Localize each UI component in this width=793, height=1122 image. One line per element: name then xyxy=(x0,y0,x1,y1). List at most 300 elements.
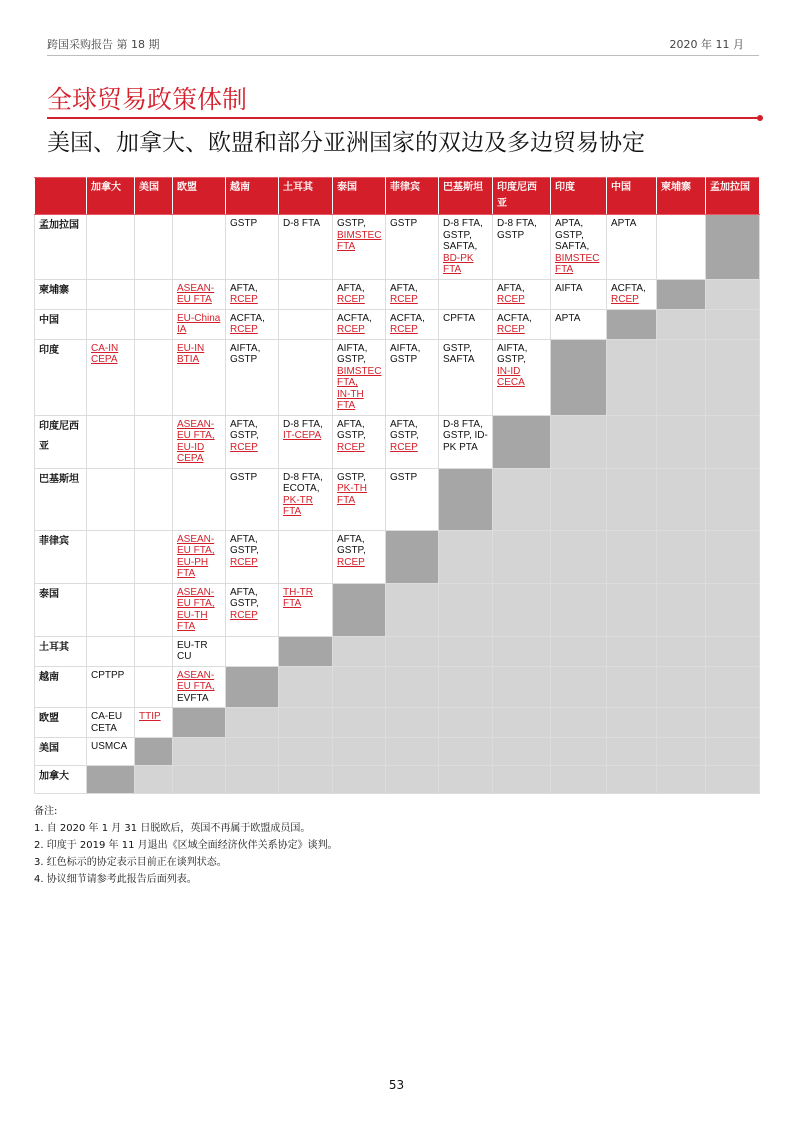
empty-cell xyxy=(279,309,333,339)
agreement-cell xyxy=(279,468,333,530)
column-header: 中国 xyxy=(607,178,657,215)
agreement-cell xyxy=(333,339,386,415)
agreement-cell xyxy=(226,309,279,339)
lower-triangle-cell xyxy=(706,415,760,468)
agreement-label: AFTA, xyxy=(337,418,365,430)
column-header: 孟加拉国 xyxy=(706,178,760,215)
lower-triangle-cell xyxy=(551,636,607,666)
lower-triangle-cell xyxy=(333,666,386,708)
column-header: 土耳其 xyxy=(279,178,333,215)
agreement-cell xyxy=(87,666,135,708)
lower-triangle-cell xyxy=(657,666,706,708)
empty-cell xyxy=(226,636,279,666)
empty-cell xyxy=(279,279,333,309)
lower-triangle-cell xyxy=(607,583,657,636)
lower-triangle-cell xyxy=(657,583,706,636)
agreement-label: CPTPP xyxy=(91,669,125,681)
agreement-under-negotiation: EU-IN BTIA xyxy=(177,342,205,365)
lower-triangle-cell xyxy=(706,738,760,766)
lower-triangle-cell xyxy=(551,530,607,583)
agreement-under-negotiation: BD-PK FTA xyxy=(443,252,474,275)
agreement-under-negotiation: ASEAN-EU FTA xyxy=(177,282,215,305)
agreement-under-negotiation: RCEP xyxy=(337,324,365,335)
agreement-cell xyxy=(173,530,226,583)
table-row xyxy=(35,339,760,415)
empty-cell xyxy=(87,468,135,530)
agreement-cell xyxy=(226,339,279,415)
lower-triangle-cell xyxy=(493,468,551,530)
agreement-label: SAFTA xyxy=(443,354,475,365)
agreement-cell xyxy=(551,279,607,309)
lower-triangle-cell xyxy=(493,583,551,636)
lower-triangle-cell xyxy=(657,766,706,794)
empty-cell xyxy=(135,530,173,583)
agreement-label: GSTP xyxy=(230,354,258,365)
diagonal-cell xyxy=(279,636,333,666)
column-header: 印度 xyxy=(551,178,607,215)
empty-cell xyxy=(135,666,173,708)
empty-cell xyxy=(87,279,135,309)
agreement-label: GSTP, xyxy=(497,354,526,365)
notes xyxy=(34,803,338,888)
empty-cell xyxy=(135,415,173,468)
agreement-label: AFTA, xyxy=(230,586,258,598)
lower-triangle-cell xyxy=(439,530,493,583)
agreement-label: SAFTA, xyxy=(443,241,478,252)
lower-triangle-cell xyxy=(226,708,279,738)
lower-triangle-cell xyxy=(657,468,706,530)
section-title: 全球贸易政策体制 xyxy=(47,85,248,114)
empty-cell xyxy=(279,530,333,583)
lower-triangle-cell xyxy=(607,666,657,708)
agreement-label: AFTA, xyxy=(390,418,418,430)
agreement-label: ACFTA, xyxy=(611,282,646,294)
agreement-label: APTA xyxy=(555,312,581,324)
column-header: 泰国 xyxy=(333,178,386,215)
agreement-cell xyxy=(173,583,226,636)
agreement-label: ACFTA, xyxy=(390,312,425,324)
empty-cell xyxy=(135,468,173,530)
agreement-cell xyxy=(279,583,333,636)
lower-triangle-cell xyxy=(493,766,551,794)
note-item: 3. 红色标示的协定表示目前正在谈判状态。 xyxy=(34,857,227,868)
note-item: 2. 印度于 2019 年 11 月退出《区域全面经济伙伴关系协定》谈判。 xyxy=(34,840,338,851)
column-header: 越南 xyxy=(226,178,279,215)
lower-triangle-cell xyxy=(173,766,226,794)
agreement-label: GSTP, ID-PK PTA xyxy=(443,430,488,453)
agreement-under-negotiation: RCEP xyxy=(497,324,525,335)
lower-triangle-cell xyxy=(706,583,760,636)
agreement-under-negotiation: RCEP xyxy=(390,324,418,335)
agreement-label: AIFTA, xyxy=(230,342,261,354)
row-header: 欧盟 xyxy=(35,708,87,738)
lower-triangle-cell xyxy=(657,339,706,415)
agreement-label: GSTP, xyxy=(443,229,472,241)
agreement-cell xyxy=(333,215,386,280)
agreement-label: D-8 FTA, xyxy=(283,418,323,430)
agreement-cell xyxy=(493,215,551,280)
page-title: 美国、加拿大、欧盟和部分亚洲国家的双边及多边贸易协定 xyxy=(47,130,645,156)
agreement-under-negotiation: PK-TH FTA xyxy=(337,483,367,506)
lower-triangle-cell xyxy=(706,636,760,666)
table-row xyxy=(35,215,760,280)
agreement-cell xyxy=(279,215,333,280)
agreement-label: GSTP, xyxy=(230,545,259,556)
empty-cell xyxy=(135,339,173,415)
agreement-cell xyxy=(386,279,439,309)
lower-triangle-cell xyxy=(386,636,439,666)
empty-cell xyxy=(135,309,173,339)
empty-cell xyxy=(135,583,173,636)
agreement-under-negotiation: PK-TR FTA xyxy=(283,494,313,517)
table-row xyxy=(35,738,760,766)
lower-triangle-cell xyxy=(706,468,760,530)
agreement-cell xyxy=(551,215,607,280)
lower-triangle-cell xyxy=(135,766,173,794)
report-header-date: 2020 年 11 月 xyxy=(669,38,744,51)
agreement-cell xyxy=(439,339,493,415)
agreement-label: GSTP, xyxy=(230,430,259,441)
agreement-under-negotiation: RCEP xyxy=(337,556,365,568)
agreement-under-negotiation: RCEP xyxy=(230,441,258,453)
agreement-cell xyxy=(607,215,657,280)
section-title-rule xyxy=(47,117,759,119)
agreement-under-negotiation: ASEAN-EU FTA, xyxy=(177,669,215,692)
agreement-label: GSTP xyxy=(230,471,258,483)
agreement-label: D-8 FTA, xyxy=(443,418,483,430)
lower-triangle-cell xyxy=(607,530,657,583)
empty-cell xyxy=(135,215,173,280)
agreement-label: AIFTA, xyxy=(390,342,421,354)
lower-triangle-cell xyxy=(386,738,439,766)
lower-triangle-cell xyxy=(657,636,706,666)
agreement-label: APTA, xyxy=(555,218,584,229)
agreement-under-negotiation: TTIP xyxy=(139,711,161,722)
lower-triangle-cell xyxy=(607,708,657,738)
page-number: 53 xyxy=(388,1078,405,1092)
agreement-cell xyxy=(493,279,551,309)
lower-triangle-cell xyxy=(551,708,607,738)
agreement-label: GSTP, xyxy=(555,229,584,241)
matrix-body xyxy=(35,215,760,794)
lower-triangle-cell xyxy=(607,415,657,468)
lower-triangle-cell xyxy=(493,738,551,766)
table-row xyxy=(35,636,760,666)
lower-triangle-cell xyxy=(706,339,760,415)
agreement-label: AFTA, xyxy=(497,282,525,294)
lower-triangle-cell xyxy=(493,530,551,583)
agreement-under-negotiation: BIMSTEC FTA xyxy=(337,229,382,252)
agreement-label: AFTA, xyxy=(230,533,258,545)
agreement-label: GSTP, xyxy=(337,471,366,483)
lower-triangle-cell xyxy=(607,766,657,794)
lower-triangle-cell xyxy=(333,766,386,794)
row-header: 菲律宾 xyxy=(35,530,87,583)
agreement-cell xyxy=(226,583,279,636)
diagonal-cell xyxy=(87,766,135,794)
empty-cell xyxy=(439,279,493,309)
agreement-cell xyxy=(87,339,135,415)
column-header: 柬埔寨 xyxy=(657,178,706,215)
agreement-cell xyxy=(333,415,386,468)
agreement-cell xyxy=(87,708,135,738)
agreement-under-negotiation: RCEP xyxy=(497,294,525,305)
table-row xyxy=(35,468,760,530)
agreement-cell xyxy=(386,215,439,280)
lower-triangle-cell xyxy=(607,636,657,666)
column-header-row xyxy=(35,178,760,215)
agreement-label: GSTP xyxy=(390,218,418,229)
agreement-under-negotiation: EU-TH FTA xyxy=(177,609,208,632)
lower-triangle-cell xyxy=(607,339,657,415)
agreement-under-negotiation: ASEAN-EU FTA, xyxy=(177,533,215,556)
agreement-label: AIFTA xyxy=(555,282,583,294)
agreement-label: AFTA, xyxy=(390,282,418,294)
row-header: 美国 xyxy=(35,738,87,766)
agreement-label: ECOTA, xyxy=(283,483,320,494)
agreement-under-negotiation: ASEAN-EU FTA, xyxy=(177,586,215,609)
diagonal-cell xyxy=(657,279,706,309)
agreement-label: AFTA, xyxy=(337,282,365,294)
agreement-label: AFTA, xyxy=(230,418,258,430)
lower-triangle-cell xyxy=(386,708,439,738)
lower-triangle-cell xyxy=(279,708,333,738)
note-item: 4. 协议细节请参考此报告后面列表。 xyxy=(34,874,197,885)
row-header: 巴基斯坦 xyxy=(35,468,87,530)
agreement-label: GSTP xyxy=(390,354,418,365)
empty-cell xyxy=(87,583,135,636)
agreement-under-negotiation: IN-ID CECA xyxy=(497,365,525,388)
lower-triangle-cell xyxy=(551,666,607,708)
empty-cell xyxy=(173,215,226,280)
header-corner xyxy=(35,178,87,215)
agreement-under-negotiation: BIMSTEC FTA, xyxy=(337,365,382,388)
diagonal-cell xyxy=(607,309,657,339)
lower-triangle-cell xyxy=(706,708,760,738)
table-row xyxy=(35,530,760,583)
agreement-cell xyxy=(386,415,439,468)
agreement-cell xyxy=(173,309,226,339)
empty-cell xyxy=(87,415,135,468)
column-header: 巴基斯坦 xyxy=(439,178,493,215)
agreement-cell xyxy=(226,215,279,280)
table-row xyxy=(35,708,760,738)
diagonal-cell xyxy=(135,738,173,766)
diagonal-cell xyxy=(493,415,551,468)
agreement-cell xyxy=(135,708,173,738)
lower-triangle-cell xyxy=(607,468,657,530)
lower-triangle-cell xyxy=(706,279,760,309)
row-header: 印度 xyxy=(35,339,87,415)
lower-triangle-cell xyxy=(333,738,386,766)
lower-triangle-cell xyxy=(551,738,607,766)
lower-triangle-cell xyxy=(706,766,760,794)
agreement-under-negotiation: IN-TH FTA xyxy=(337,388,364,411)
agreement-cell xyxy=(493,309,551,339)
notes-title: 备注: xyxy=(34,806,58,817)
row-header: 土耳其 xyxy=(35,636,87,666)
agreement-cell xyxy=(333,309,386,339)
agreement-cell xyxy=(386,468,439,530)
diagonal-cell xyxy=(551,339,607,415)
empty-cell xyxy=(87,215,135,280)
lower-triangle-cell xyxy=(657,530,706,583)
lower-triangle-cell xyxy=(439,666,493,708)
agreement-under-negotiation: RCEP xyxy=(390,294,418,305)
column-header: 欧盟 xyxy=(173,178,226,215)
agreement-label: GSTP, xyxy=(337,218,366,229)
agreement-cell xyxy=(87,738,135,766)
column-header: 菲律宾 xyxy=(386,178,439,215)
agreement-label: SAFTA, xyxy=(555,241,590,252)
lower-triangle-cell xyxy=(493,666,551,708)
table-row xyxy=(35,666,760,708)
agreement-under-negotiation: EU-China IA xyxy=(177,312,221,335)
agreement-under-negotiation: RCEP xyxy=(230,556,258,568)
lower-triangle-cell xyxy=(657,738,706,766)
row-header: 泰国 xyxy=(35,583,87,636)
agreement-label: USMCA xyxy=(91,741,128,752)
agreement-cell xyxy=(607,279,657,309)
trade-agreement-matrix xyxy=(34,177,760,794)
lower-triangle-cell xyxy=(386,666,439,708)
row-header: 加拿大 xyxy=(35,766,87,794)
agreement-under-negotiation: EU-ID CEPA xyxy=(177,441,205,464)
note-item: 1. 自 2020 年 1 月 31 日脱欧后，英国不再属于欧盟成员国。 xyxy=(34,823,311,834)
agreement-label: GSTP, xyxy=(337,545,366,556)
agreement-label: AFTA, xyxy=(337,533,365,545)
agreement-cell xyxy=(551,309,607,339)
lower-triangle-cell xyxy=(657,309,706,339)
agreement-label: GSTP, xyxy=(443,342,472,354)
lower-triangle-cell xyxy=(386,766,439,794)
empty-cell xyxy=(87,309,135,339)
agreement-cell xyxy=(439,309,493,339)
empty-cell xyxy=(279,339,333,415)
diagonal-cell xyxy=(173,708,226,738)
agreement-under-negotiation: RCEP xyxy=(230,609,258,621)
agreement-label: GSTP, xyxy=(390,430,419,441)
agreement-cell xyxy=(439,215,493,280)
empty-cell xyxy=(87,636,135,666)
lower-triangle-cell xyxy=(333,708,386,738)
lower-triangle-cell xyxy=(173,738,226,766)
agreement-cell xyxy=(173,279,226,309)
agreement-label: GSTP, xyxy=(230,598,259,609)
empty-cell xyxy=(135,636,173,666)
agreement-under-negotiation: RCEP xyxy=(390,441,418,453)
agreement-label: AFTA, xyxy=(230,282,258,294)
report-header-title: 跨国采购报告 第 18 期 xyxy=(47,38,160,51)
agreement-cell xyxy=(333,530,386,583)
empty-cell xyxy=(87,530,135,583)
lower-triangle-cell xyxy=(551,766,607,794)
agreement-label: GSTP xyxy=(230,218,258,229)
agreement-label: APTA xyxy=(611,218,637,229)
agreement-label: EU-TR CU xyxy=(177,639,208,662)
lower-triangle-cell xyxy=(439,636,493,666)
agreement-label: GSTP, xyxy=(337,430,366,441)
table-row xyxy=(35,279,760,309)
agreement-cell xyxy=(333,279,386,309)
agreement-label: D-8 FTA, xyxy=(497,218,537,229)
row-header: 中国 xyxy=(35,309,87,339)
lower-triangle-cell xyxy=(279,766,333,794)
empty-cell xyxy=(135,279,173,309)
column-header: 美国 xyxy=(135,178,173,215)
lower-triangle-cell xyxy=(657,415,706,468)
diagonal-cell xyxy=(386,530,439,583)
lower-triangle-cell xyxy=(386,583,439,636)
lower-triangle-cell xyxy=(551,415,607,468)
table-row xyxy=(35,766,760,794)
lower-triangle-cell xyxy=(279,738,333,766)
agreement-cell xyxy=(173,415,226,468)
agreement-under-negotiation: TH-TR FTA xyxy=(283,586,313,609)
empty-cell xyxy=(173,468,226,530)
lower-triangle-cell xyxy=(493,636,551,666)
agreement-under-negotiation: RCEP xyxy=(611,294,639,305)
agreement-cell xyxy=(333,468,386,530)
table-row xyxy=(35,309,760,339)
agreement-under-negotiation: RCEP xyxy=(230,294,258,305)
lower-triangle-cell xyxy=(226,738,279,766)
agreement-label: D-8 FTA, xyxy=(443,218,483,229)
agreement-cell xyxy=(439,415,493,468)
column-header: 加拿大 xyxy=(87,178,135,215)
agreement-cell xyxy=(226,279,279,309)
agreement-label: D-8 FTA, xyxy=(283,471,323,483)
lower-triangle-cell xyxy=(439,583,493,636)
agreement-under-negotiation: RCEP xyxy=(337,441,365,453)
lower-triangle-cell xyxy=(706,666,760,708)
lower-triangle-cell xyxy=(439,708,493,738)
agreement-label: GSTP xyxy=(390,471,418,483)
diagonal-cell xyxy=(439,468,493,530)
agreement-cell xyxy=(279,415,333,468)
empty-cell xyxy=(657,215,706,280)
lower-triangle-cell xyxy=(706,530,760,583)
lower-triangle-cell xyxy=(657,708,706,738)
agreement-under-negotiation: BIMSTEC FTA xyxy=(555,252,600,275)
agreement-label: CPFTA xyxy=(443,312,476,324)
agreement-under-negotiation: ASEAN-EU FTA, xyxy=(177,418,215,441)
agreement-under-negotiation: EU-PH FTA xyxy=(177,556,209,579)
lower-triangle-cell xyxy=(226,766,279,794)
agreement-cell xyxy=(173,636,226,666)
agreement-cell xyxy=(173,666,226,708)
agreement-label: D-8 FTA xyxy=(283,218,321,229)
lower-triangle-cell xyxy=(493,708,551,738)
table-row xyxy=(35,583,760,636)
agreement-label: ACFTA, xyxy=(337,312,372,324)
table-row xyxy=(35,415,760,468)
lower-triangle-cell xyxy=(439,766,493,794)
agreement-label: EVFTA xyxy=(177,692,209,704)
row-header: 越南 xyxy=(35,666,87,708)
agreement-cell xyxy=(226,415,279,468)
agreement-label: AIFTA, xyxy=(497,342,528,354)
agreement-label: GSTP, xyxy=(337,354,366,365)
lower-triangle-cell xyxy=(551,583,607,636)
agreement-under-negotiation: RCEP xyxy=(337,294,365,305)
lower-triangle-cell xyxy=(333,636,386,666)
diagonal-cell xyxy=(333,583,386,636)
agreement-under-negotiation: IT-CEPA xyxy=(283,430,322,441)
row-header: 印度尼西亚 xyxy=(35,415,87,468)
agreement-label: CA-EU CETA xyxy=(91,711,123,734)
lower-triangle-cell xyxy=(551,468,607,530)
